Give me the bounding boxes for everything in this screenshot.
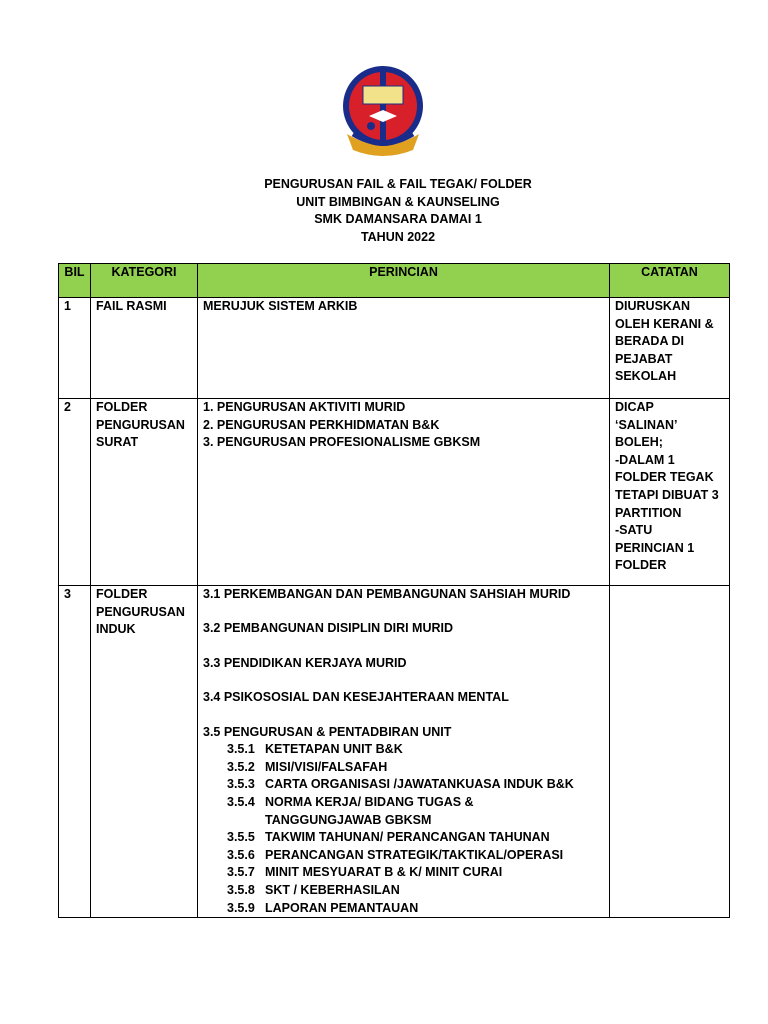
subsection-text: TAKWIM TAHUNAN/ PERANCANGAN TAHUNAN <box>265 830 550 845</box>
row-perincian <box>198 399 610 586</box>
table-row <box>59 586 730 918</box>
subsection-item <box>227 759 604 777</box>
header-perincian: PERINCIAN <box>198 264 610 298</box>
row-kategori: FAIL RASMI <box>91 298 198 399</box>
subsection-item <box>227 829 604 847</box>
subsection-item <box>227 847 604 865</box>
title-line-4: TAHUN 2022 <box>360 229 436 244</box>
row-catatan <box>610 399 730 586</box>
header-kategori: KATEGORI <box>91 264 198 298</box>
subsection-number: 3.5.5 <box>227 830 255 845</box>
subsection-number: 3.5.8 <box>227 882 255 897</box>
table-header-row <box>59 264 730 298</box>
subsection-text: SKT / KEBERHASILAN <box>265 882 400 897</box>
table-row <box>59 298 730 399</box>
subsection-number: 3.5.6 <box>227 847 255 862</box>
subsection-number: 3.5.9 <box>227 900 255 915</box>
subsection-text: MISI/VISI/FALSAFAH <box>265 759 388 774</box>
section-item: 3.1 PERKEMBANGAN DAN PEMBANGUNAN SAHSIAH MURID <box>203 587 571 601</box>
subsection-item <box>227 776 604 794</box>
document-title-block <box>0 176 768 246</box>
header-catatan: CATATAN <box>610 264 730 298</box>
title-line-2: UNIT BIMBINGAN & KAUNSELING <box>296 194 500 209</box>
subsection-text-continued: TANGGUNGJAWAB GBKSM <box>265 812 432 827</box>
title-line-3: SMK DAMANSARA DAMAI 1 <box>314 212 482 227</box>
subsection-text: CARTA ORGANISASI /JAWATANKUASA INDUK B&K <box>265 777 574 792</box>
row-kategori: FOLDER PENGURUSAN INDUK <box>91 586 198 918</box>
file-management-table <box>58 263 730 918</box>
subsection-number: 3.5.7 <box>227 865 255 880</box>
list-item: 1. PENGURUSAN AKTIVITI MURID <box>203 400 406 414</box>
crest-icon <box>333 64 433 160</box>
row-bil: 1 <box>59 298 91 399</box>
subsection-number: 3.5.1 <box>227 742 255 757</box>
subsection-text: KETETAPAN UNIT B&K <box>265 742 403 757</box>
list-item: 3. PENGURUSAN PROFESIONALISME GBKSM <box>203 435 481 450</box>
section-item: 3.4 PSIKOSOSIAL DAN KESEJAHTERAAN MENTAL <box>203 690 509 705</box>
subsection-number: 3.5.3 <box>227 777 255 792</box>
section-item: 3.2 PEMBANGUNAN DISIPLIN DIRI MURID <box>203 621 454 636</box>
subsection-item <box>227 900 604 918</box>
header-bil: BIL <box>59 264 91 298</box>
list-item: 2. PENGURUSAN PERKHIDMATAN B&K <box>203 417 440 432</box>
subsection-item <box>227 794 604 829</box>
subsection-item <box>227 864 604 882</box>
subsection-text: MINIT MESYUARAT B & K/ MINIT CURAI <box>265 865 503 880</box>
subsection-number: 3.5.4 <box>227 794 255 809</box>
crest-center-bar <box>380 70 386 142</box>
row-perincian <box>198 586 610 918</box>
crest-banner <box>363 86 403 104</box>
row-catatan-text: DIURUSKAN OLEH KERANI & BERADA DI PEJABAT SEKOLAH <box>615 299 714 384</box>
crest-atom-icon <box>367 122 375 130</box>
perincian-list <box>203 399 604 452</box>
row-catatan-text: DICAP ‘SALINAN’ BOLEH; -DALAM 1 FOLDER TEGAK TETAPI DIBUAT 3 PARTITION -SATU PERINCIAN 1 FOLDER <box>615 400 719 573</box>
section-item: 3.3 PENDIDIKAN KERJAYA MURID <box>203 655 407 670</box>
row-perincian: MERUJUK SISTEM ARKIB <box>198 298 610 399</box>
table-row <box>59 399 730 586</box>
subsection-item <box>227 882 604 900</box>
row-catatan <box>610 298 730 399</box>
row-catatan <box>610 586 730 918</box>
row-bil: 3 <box>59 586 91 918</box>
subsection-text: PERANCANGAN STRATEGIK/TAKTIKAL/OPERASI <box>265 847 564 862</box>
school-crest-logo <box>333 64 433 160</box>
subsection-text: NORMA KERJA/ BIDANG TUGAS & <box>265 794 474 809</box>
subsection-list <box>203 741 604 917</box>
row-bil: 2 <box>59 399 91 586</box>
subsection-item <box>227 741 604 759</box>
row-kategori: FOLDER PENGURUSAN SURAT <box>91 399 198 586</box>
title-line-1: PENGURUSAN FAIL & FAIL TEGAK/ FOLDER <box>264 177 532 191</box>
section-item: 3.5 PENGURUSAN & PENTADBIRAN UNIT <box>203 724 452 739</box>
subsection-number: 3.5.2 <box>227 759 255 774</box>
subsection-text: LAPORAN PEMANTAUAN <box>265 900 419 915</box>
